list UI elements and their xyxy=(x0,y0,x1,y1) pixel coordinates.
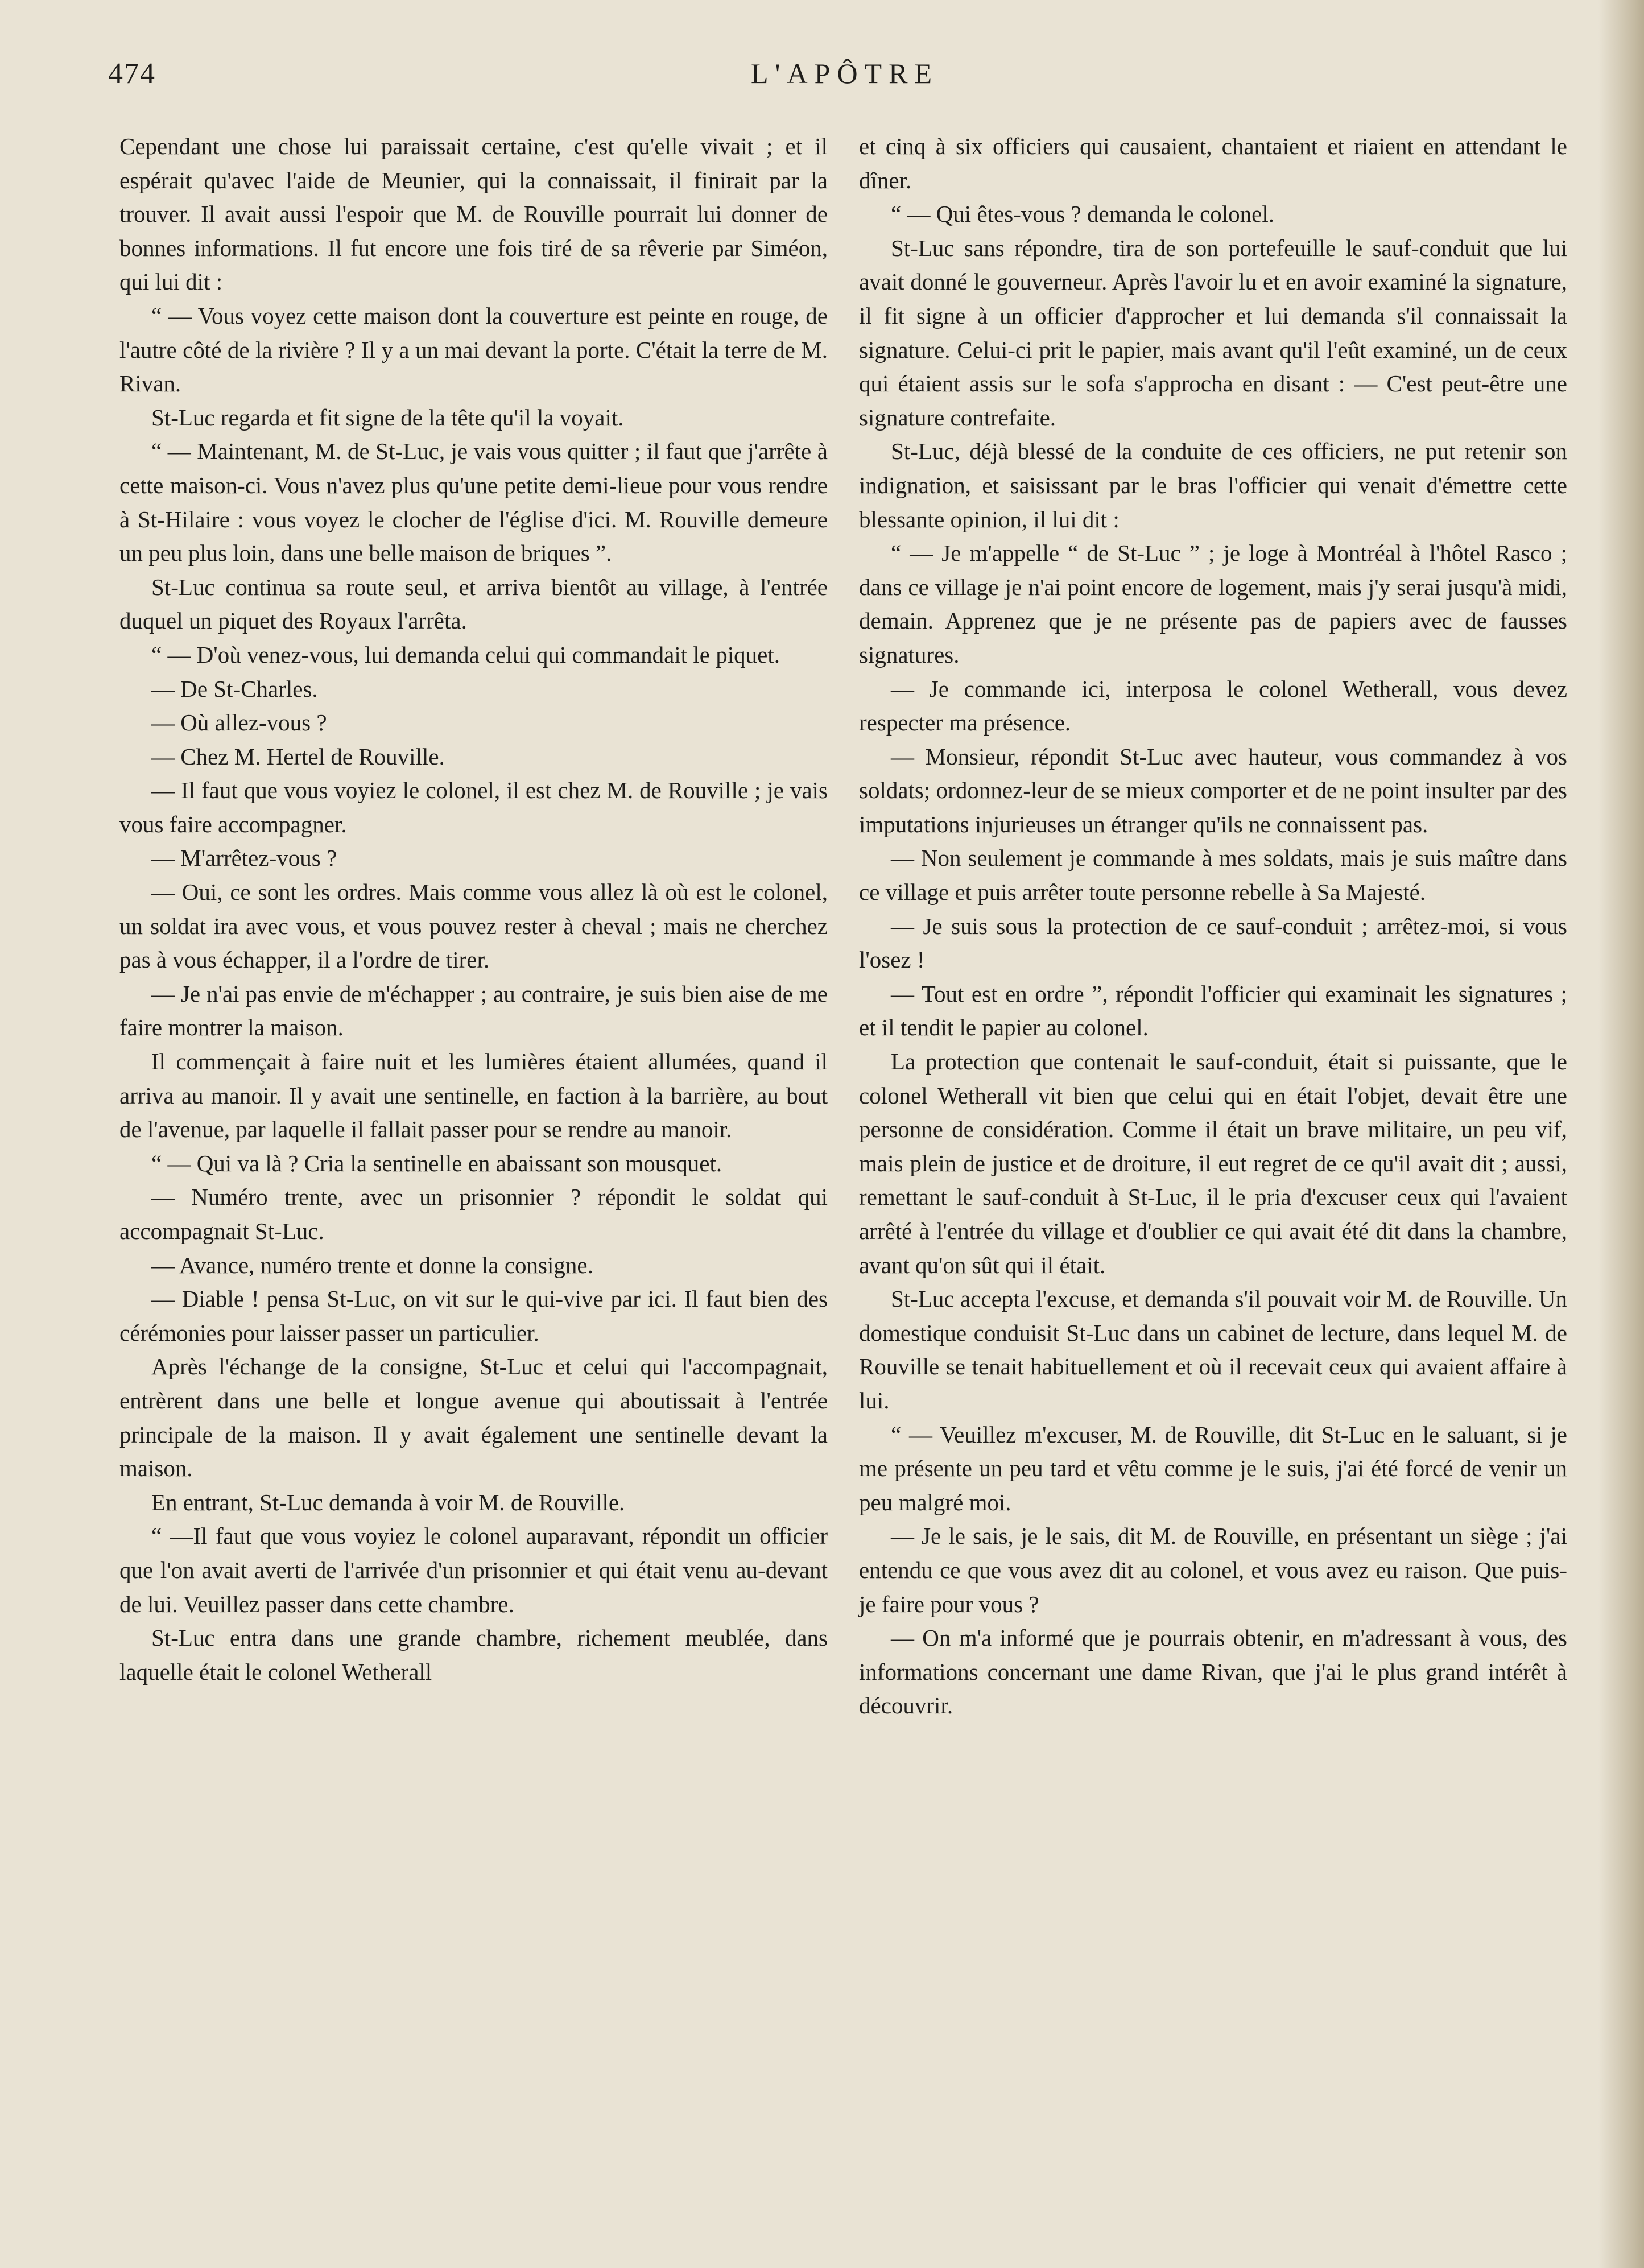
right-column xyxy=(859,130,1567,1723)
paragraph: St-Luc regarda et fit signe de la tête qu'il la voyait. xyxy=(151,404,624,431)
paragraph: — Je commande ici, interposa le colonel Wetherall, vous devez respecter ma présence. xyxy=(859,675,1567,736)
paragraph: St-Luc sans répondre, tira de son portefeuille le sauf-conduit que lui avait donné le gouverneur. Après l'avoir lu et en avoir examiné la signature, il fit signe à un officier d'approcher et lui demanda s'il connaissait la signature. Celui-ci prit le papier, mais avant qu'il l'eût examiné, un de ceux qui étaient assis sur le sofa s'approcha en disant : — C'est peut-être une signature contrefaite. xyxy=(859,234,1567,431)
paragraph: St-Luc entra dans une grande chambre, richement meublée, dans laquelle était le colonel Wetherall xyxy=(119,1625,828,1685)
paragraph: Il commençait à faire nuit et les lumières étaient allumées, quand il arriva au manoir. Il y avait une sentinelle, en faction à la barrière, au bout de l'avenue, par laquelle il fallait passer pour se rendre au manoir. xyxy=(119,1048,828,1143)
paragraph: — Tout est en ordre ”, répondit l'officier qui examinait les signatures ; et il tendit le papier au colonel. xyxy=(859,980,1567,1041)
paragraph: “ — Vous voyez cette maison dont la couverture est peinte en rouge, de l'autre côté de la rivière ? Il y a un mai devant la porte. C'était la terre de M. Rivan. xyxy=(119,302,828,397)
paragraph: — Chez M. Hertel de Rouville. xyxy=(151,743,445,770)
paragraph: “ —Il faut que vous voyiez le colonel auparavant, répondit un officier que l'on avait averti de l'arrivée d'un prisonnier et qui était venu au-devant de lui. Veuillez passer dans cette chambre. xyxy=(119,1523,828,1617)
paragraph: La protection que contenait le sauf-conduit, était si puissante, que le colonel Wetherall vit bien que celui qui en était l'objet, devait être une personne de considération. Comme il était un brave militaire, un peu vif, mais plein de justice et de droiture, il eut regret de ce qu'il avait dit ; aussi, remettant le sauf-conduit à St-Luc, il le pria d'excuser ceux qui l'avaient arrêté à l'entrée du village et d'oublier ce qui avait été dit dans la chambre, avant qu'on sût qui il était. xyxy=(859,1048,1567,1278)
paragraph: — Avance, numéro trente et donne la consigne. xyxy=(151,1251,593,1278)
paragraph: et cinq à six officiers qui causaient, chantaient et riaient en attendant le dîner. xyxy=(859,133,1567,193)
page-edge-shadow xyxy=(1598,0,1644,2268)
paragraph: — Je n'ai pas envie de m'échapper ; au contraire, je suis bien aise de me faire montrer la maison. xyxy=(119,980,828,1041)
paragraph: — Il faut que vous voyiez le colonel, il est chez M. de Rouville ; je vais vous faire accompagner. xyxy=(119,777,828,837)
page-number: 474 xyxy=(108,57,156,90)
paragraph: Cependant une chose lui paraissait certaine, c'est qu'elle vivait ; et il espérait qu'avec l'aide de Meunier, qui la connaissait, il finirait par la trouver. Il avait aussi l'espoir que M. de Rouville pourrait lui donner de bonnes informations. Il fut encore une fois tiré de sa rêverie par Siméon, qui lui dit : xyxy=(119,133,828,295)
paragraph: “ — Qui va là ? Cria la sentinelle en abaissant son mousquet. xyxy=(151,1150,722,1176)
paragraph: En entrant, St-Luc demanda à voir M. de Rouville. xyxy=(151,1489,625,1515)
paragraph: “ — Veuillez m'excuser, M. de Rouville, dit St-Luc en le saluant, si je me présente un peu tard et vêtu comme je le suis, j'ai été forcé de venir un peu malgré moi. xyxy=(859,1421,1567,1515)
paragraph: — Où allez-vous ? xyxy=(151,709,327,736)
paragraph: — Numéro trente, avec un prisonnier ? répondit le soldat qui accompagnait St-Luc. xyxy=(119,1184,828,1244)
paragraph: — Oui, ce sont les ordres. Mais comme vous allez là où est le colonel, un soldat ira avec vous, et vous pouvez rester à cheval ; mais ne cherchez pas à vous échapper, il a l'ordre de tirer. xyxy=(119,879,828,973)
paragraph: — Monsieur, répondit St-Luc avec hauteur, vous commandez à vos soldats; ordonnez-leur de se mieux comporter et de ne point insulter par des imputations injurieuses un étranger qu'ils ne connaissent pas. xyxy=(859,743,1567,837)
running-title: L'APÔTRE xyxy=(750,57,939,89)
paragraph: “ — D'où venez-vous, lui demanda celui qui commandait le piquet. xyxy=(151,641,780,668)
paragraph: “ — Maintenant, M. de St-Luc, je vais vous quitter ; il faut que j'arrête à cette maison-ci. Vous n'avez plus qu'une petite demi-lieue pour vous rendre à St-Hilaire : vous voyez le clocher de l'église d'ici. M. Rouville demeure un peu plus loin, dans une belle maison de briques ”. xyxy=(119,438,828,567)
left-column xyxy=(119,130,828,1689)
paragraph: “ — Qui êtes-vous ? demanda le colonel. xyxy=(891,201,1274,228)
paragraph: — Je suis sous la protection de ce sauf-conduit ; arrêtez-moi, si vous l'osez ! xyxy=(859,912,1567,973)
paragraph: — Je le sais, je le sais, dit M. de Rouville, en présentant un siège ; j'ai entendu ce que vous avez dit au colonel, et vous avez eu raison. Que puis-je faire pour vous ? xyxy=(859,1523,1567,1617)
paragraph: St-Luc, déjà blessé de la conduite de ces officiers, ne put retenir son indignation, et saisissant par le bras l'officier qui venait d'émettre cette blessante opinion, il lui dit : xyxy=(859,438,1567,532)
paragraph: St-Luc continua sa route seul, et arriva bientôt au village, à l'entrée duquel un piquet des Royaux l'arrêta. xyxy=(119,573,828,634)
paragraph: “ — Je m'appelle “ de St-Luc ” ; je loge à Montréal à l'hôtel Rasco ; dans ce village je n'ai point encore de logement, mais j'y serai jusqu'à midi, demain. Apprenez que je ne présente pas de papiers avec de fausses signatures. xyxy=(859,540,1567,668)
paragraph: Après l'échange de la consigne, St-Luc et celui qui l'accompagnait, entrèrent dans une belle et longue avenue qui aboutissait à l'entrée principale de la maison. Il y avait également une sentinelle devant la maison. xyxy=(119,1353,828,1482)
paragraph: — De St-Charles. xyxy=(151,675,318,702)
paragraph: — On m'a informé que je pourrais obtenir, en m'adressant à vous, des informations concernant une dame Rivan, que j'ai le plus grand intérêt à découvrir. xyxy=(859,1625,1567,1719)
page-header xyxy=(108,57,1581,102)
paragraph: — Non seulement je commande à mes soldats, mais je suis maître dans ce village et puis arrêter toute personne rebelle à Sa Majesté. xyxy=(859,845,1567,906)
paragraph: — M'arrêtez-vous ? xyxy=(151,845,337,871)
paragraph: — Diable ! pensa St-Luc, on vit sur le qui-vive par ici. Il faut bien des cérémonies pour laisser passer un particulier. xyxy=(119,1286,828,1346)
paragraph: St-Luc accepta l'excuse, et demanda s'il pouvait voir M. de Rouville. Un domestique conduisit St-Luc dans un cabinet de lecture, dans lequel M. de Rouville se tenait habituellement et où il recevait ceux qui avaient affaire à lui. xyxy=(859,1286,1567,1414)
